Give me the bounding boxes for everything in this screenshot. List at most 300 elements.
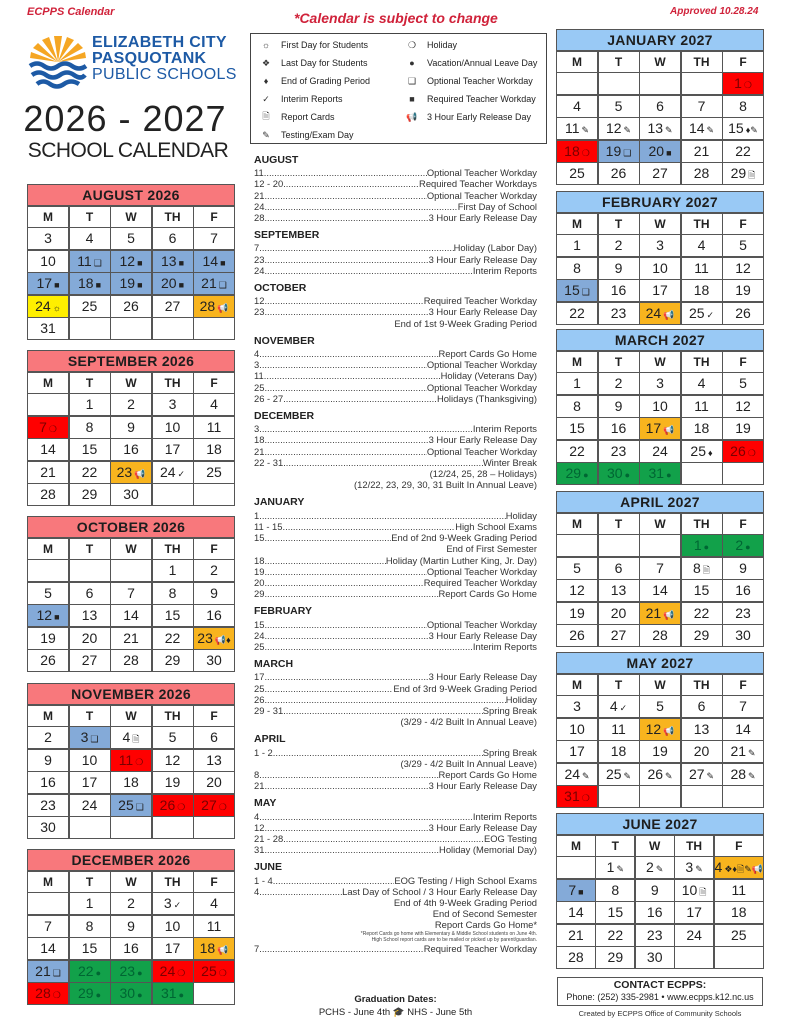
legend-item	[401, 74, 533, 88]
dot-leader	[264, 566, 426, 577]
day-number: 17	[164, 940, 181, 956]
day-cell	[28, 628, 68, 649]
empty-cell	[153, 484, 193, 505]
weekday-header: M	[557, 675, 597, 695]
day-cell	[599, 625, 639, 646]
sun-icon: ☼	[261, 40, 271, 50]
event-row	[254, 242, 537, 253]
day-cell	[682, 625, 722, 646]
event-row	[254, 833, 537, 844]
day-number: 4	[714, 859, 723, 875]
event-label: Report Cards Go Home	[438, 588, 537, 600]
dot-leader	[264, 254, 428, 265]
month-header: SEPTEMBER 2026	[28, 351, 234, 371]
event-note: End of Second Semester	[432, 908, 537, 920]
day-cell	[723, 603, 763, 624]
event-label: 3 Hour Early Release Day	[428, 629, 537, 641]
event-icon: 📢	[134, 468, 146, 479]
day-cell	[70, 893, 110, 914]
day-number: 18	[206, 441, 222, 457]
day-cell	[111, 916, 151, 937]
event-icon: ✓	[177, 468, 186, 479]
day-number: 10	[569, 720, 585, 737]
event-label: Winter Break	[482, 456, 537, 468]
day-number: 8	[85, 917, 94, 934]
event-label: Optional Teacher Workday	[426, 618, 537, 630]
dot-leader	[264, 370, 441, 381]
day-number: 11	[564, 120, 580, 136]
event-icon: ✎	[748, 770, 756, 781]
event-icon: 📢	[663, 725, 675, 736]
day-cell	[599, 118, 639, 139]
event-date: 12 - 20	[254, 178, 284, 190]
event-date: 25	[254, 640, 265, 652]
ecpps-calendar-label: ECPPS Calendar	[27, 6, 115, 18]
event-label: Holiday (Memorial Day)	[439, 844, 537, 856]
day-number: 17	[81, 774, 98, 790]
events-month-heading: NOVEMBER	[254, 334, 315, 347]
legend-item	[401, 92, 536, 106]
dot-leader	[259, 943, 424, 954]
day-number: 20	[693, 743, 710, 759]
event-icon: ■	[54, 280, 60, 290]
event-date: 26 - 27	[254, 392, 284, 404]
day-number: 11	[694, 259, 709, 276]
day-cell	[682, 141, 722, 162]
empty-cell	[28, 394, 68, 415]
day-number: 23	[40, 796, 56, 813]
dot-leader	[264, 265, 472, 276]
day-cell	[599, 441, 639, 462]
day-cell	[28, 916, 68, 937]
empty-cell	[70, 560, 110, 581]
dot-leader	[264, 844, 439, 855]
filled-square-icon: ■	[409, 94, 415, 104]
day-cell	[70, 916, 110, 937]
month-header: MARCH 2027	[557, 330, 763, 350]
day-cell	[682, 764, 722, 785]
day-cell	[194, 273, 234, 294]
event-date: 19	[254, 565, 265, 577]
day-number: 20	[610, 604, 627, 621]
event-label: High School Exams	[455, 520, 537, 532]
dot-leader	[259, 348, 438, 359]
day-number: 13	[693, 720, 710, 737]
day-number: 4	[573, 97, 581, 114]
event-date: 23	[254, 253, 265, 265]
document-icon: 🗎	[262, 111, 270, 121]
event-date: 11	[254, 370, 264, 382]
event-icon: ■	[578, 886, 584, 897]
event-label: Interim Reports	[472, 810, 537, 822]
day-number: 26	[569, 627, 585, 643]
day-number: 12	[645, 720, 662, 737]
event-icon: 🗎	[748, 170, 756, 180]
day-cell	[28, 462, 68, 483]
day-cell	[599, 303, 639, 324]
day-cell	[194, 795, 234, 816]
event-row	[254, 641, 537, 652]
event-row	[254, 811, 537, 822]
legend-item	[401, 38, 457, 52]
event-icon: ✎	[582, 770, 590, 781]
day-number: 12	[605, 120, 622, 136]
day-number: 10	[81, 751, 98, 768]
weekday-header: M	[28, 207, 68, 227]
day-number: 12	[569, 582, 585, 598]
event-icon: ■	[666, 147, 672, 158]
day-number: 19	[652, 743, 668, 759]
day-number: 6	[210, 729, 218, 745]
day-cell	[28, 273, 68, 294]
day-cell	[111, 772, 151, 793]
day-cell	[70, 228, 110, 249]
day-number: 1	[606, 859, 615, 875]
day-cell	[557, 258, 597, 279]
day-cell	[723, 235, 763, 256]
event-date: 23	[254, 306, 265, 318]
day-cell	[194, 560, 234, 581]
event-icon: 📢	[663, 309, 675, 320]
day-number: 28	[568, 949, 584, 965]
weekday-header: T	[599, 352, 639, 372]
day-cell	[636, 925, 674, 946]
day-number: 13	[81, 607, 98, 623]
day-number: 28	[199, 297, 216, 314]
day-number: 9	[210, 584, 218, 601]
day-cell	[640, 764, 680, 785]
event-icon: ✓	[706, 309, 715, 320]
day-number: 1	[573, 375, 581, 391]
dot-leader	[264, 167, 427, 178]
event-date: 4	[254, 348, 260, 360]
day-cell	[599, 463, 639, 484]
day-number: 19	[735, 420, 751, 436]
dot-leader	[283, 393, 437, 404]
day-number: 13	[206, 751, 222, 768]
day-cell	[723, 764, 763, 785]
day-number: 4	[85, 230, 94, 246]
day-cell	[557, 741, 597, 762]
event-icon: ■	[220, 257, 226, 268]
day-cell	[682, 580, 722, 601]
day-number: 7	[127, 584, 135, 601]
day-cell	[723, 418, 763, 439]
weekday-header: F	[194, 539, 234, 559]
day-cell	[111, 228, 151, 249]
weekday-header: W	[111, 373, 151, 393]
events-month-heading: JANUARY	[254, 496, 305, 509]
day-number: 9	[127, 418, 135, 435]
day-cell	[599, 558, 639, 579]
weekday-header: T	[599, 675, 639, 695]
event-icon: ❑	[623, 147, 632, 158]
weekday-header: T	[70, 207, 110, 227]
event-row	[254, 348, 537, 359]
day-cell	[640, 418, 680, 439]
day-cell	[70, 772, 110, 793]
month-header: JUNE 2027	[557, 814, 763, 834]
event-label: Spring Break	[482, 746, 537, 758]
event-note: (12/24, 25, 28 – Holidays)	[429, 468, 537, 480]
day-cell	[111, 983, 151, 1004]
day-cell	[599, 280, 639, 301]
event-label: Optional Teacher Workday	[426, 189, 537, 201]
event-label: Required Teacher Workday	[423, 942, 537, 954]
day-number: 9	[614, 259, 623, 276]
event-row	[254, 630, 537, 641]
day-cell	[557, 764, 597, 785]
legend-item	[255, 110, 335, 124]
event-icon: ●	[624, 470, 630, 480]
day-number: 20	[648, 142, 665, 159]
day-number: 12	[164, 751, 181, 768]
day-number: 27	[688, 765, 705, 782]
weekday-header: TH	[675, 836, 713, 856]
dot-leader	[264, 641, 472, 652]
legend-item	[255, 56, 368, 70]
event-icon: 🗎	[702, 564, 711, 575]
calendar-august-2026	[27, 184, 235, 340]
event-icon: 📢	[663, 425, 675, 435]
day-cell	[70, 727, 110, 748]
empty-cell	[111, 817, 151, 838]
day-number: 30	[606, 465, 623, 481]
dot-leader	[259, 359, 427, 370]
day-number: 4	[122, 729, 131, 745]
dot-leader	[259, 423, 473, 434]
legend-item	[255, 128, 354, 142]
event-icon: ❍	[135, 756, 144, 767]
event-note: End of First Semester	[446, 543, 537, 555]
day-number: 7	[656, 559, 664, 576]
weekday-header: F	[723, 514, 763, 534]
event-icon: ●	[137, 967, 143, 978]
day-cell	[723, 303, 763, 324]
day-cell	[557, 719, 597, 740]
dot-leader	[283, 833, 484, 844]
empty-cell	[70, 817, 110, 838]
day-cell	[153, 893, 193, 914]
day-cell	[640, 258, 680, 279]
created-by: Created by ECPPS Office of Community Schools	[578, 1009, 742, 1018]
event-icon: ✎	[748, 748, 756, 758]
day-number: 2	[127, 895, 135, 911]
day-cell	[675, 925, 713, 946]
day-cell	[723, 96, 763, 117]
day-cell	[636, 880, 674, 901]
day-cell	[28, 439, 68, 460]
day-cell	[715, 857, 763, 878]
day-cell	[640, 696, 680, 717]
day-cell	[153, 628, 193, 649]
empty-cell	[28, 893, 68, 914]
day-cell	[28, 750, 68, 771]
event-label: Optional Teacher Workday	[426, 359, 537, 371]
day-number: 26	[647, 765, 664, 782]
day-cell	[640, 463, 680, 484]
event-date: 3	[254, 423, 260, 435]
event-date: 29	[254, 588, 265, 600]
day-cell	[557, 902, 595, 923]
weekday-header: M	[28, 539, 68, 559]
day-number: 24	[35, 297, 51, 314]
day-cell	[111, 484, 151, 505]
day-number: 11	[206, 418, 222, 435]
day-cell	[640, 163, 680, 184]
empty-cell	[70, 318, 110, 339]
weekday-header: T	[599, 214, 639, 234]
event-row	[254, 167, 537, 178]
day-cell	[153, 296, 193, 317]
day-cell	[153, 560, 193, 581]
event-date: 8	[254, 768, 260, 780]
day-cell	[70, 605, 110, 626]
empty-cell	[557, 73, 597, 94]
weekday-header: M	[557, 514, 597, 534]
empty-cell	[723, 786, 763, 807]
event-row	[254, 555, 537, 566]
day-cell	[557, 947, 595, 968]
legend-label: Holiday	[427, 40, 458, 50]
day-cell	[557, 163, 597, 184]
dot-leader	[264, 619, 426, 630]
day-cell	[682, 418, 722, 439]
day-cell	[153, 605, 193, 626]
event-date: 21	[254, 780, 265, 792]
event-icon: ❍	[218, 967, 227, 978]
event-date: 7	[254, 242, 260, 254]
day-cell	[70, 961, 110, 982]
event-icon: ✓	[173, 900, 182, 910]
event-row	[254, 295, 537, 306]
event-date: 24	[254, 264, 265, 276]
events-list	[254, 155, 537, 954]
day-cell	[194, 583, 234, 604]
event-label: EOG Testing / High School Exams	[394, 874, 537, 886]
day-number: 2	[614, 375, 623, 391]
weekday-header: T	[596, 836, 634, 856]
events-month-heading: SEPTEMBER	[254, 229, 320, 242]
event-icon: ●	[666, 470, 672, 480]
event-date: 11	[254, 167, 264, 179]
day-number: 14	[40, 441, 56, 457]
weekday-header: TH	[153, 373, 193, 393]
day-number: 5	[656, 698, 664, 714]
event-date: 31	[254, 844, 265, 856]
day-cell	[70, 650, 110, 671]
day-number: 19	[40, 629, 56, 646]
event-row	[254, 212, 537, 223]
day-number: 11	[731, 881, 747, 898]
subject-to-change-note: *Calendar is subject to change	[294, 10, 498, 26]
event-row	[254, 201, 537, 212]
day-number: 24	[159, 962, 176, 979]
day-cell	[557, 625, 597, 646]
weekday-header: W	[640, 514, 680, 534]
dot-leader	[264, 306, 428, 317]
day-cell	[28, 228, 68, 249]
event-label: 3 Hour Early Release Day	[428, 434, 537, 446]
day-number: 13	[610, 582, 627, 598]
day-cell	[640, 603, 680, 624]
event-row	[254, 943, 537, 954]
day-cell	[682, 396, 722, 417]
event-date: 21 - 28	[254, 832, 284, 844]
day-cell	[557, 396, 597, 417]
calendar-december-2026	[27, 849, 235, 1005]
diamond-icon: ♦	[263, 76, 269, 86]
day-cell	[557, 880, 595, 901]
event-icon: 📢♦	[214, 634, 231, 645]
event-row	[254, 844, 537, 855]
month-header: JANUARY 2027	[557, 30, 763, 50]
day-cell	[153, 772, 193, 793]
event-date: 25	[254, 682, 265, 694]
event-icon: ❍	[177, 801, 186, 812]
day-cell	[715, 902, 763, 923]
day-number: 5	[614, 97, 623, 114]
day-cell	[111, 439, 151, 460]
day-number: 24	[652, 442, 668, 459]
day-cell	[557, 580, 597, 601]
contact-box	[557, 977, 763, 1006]
event-date: 4	[254, 810, 260, 822]
event-row	[254, 359, 537, 370]
day-cell	[153, 961, 193, 982]
day-cell	[557, 696, 597, 717]
event-date: 18	[254, 554, 265, 566]
day-cell	[153, 417, 193, 438]
empty-cell	[153, 817, 193, 838]
event-label: Required Teacher Workday	[423, 576, 537, 588]
day-cell	[723, 625, 763, 646]
day-number: 16	[123, 940, 139, 956]
day-number: 3	[656, 375, 664, 391]
event-icon: ❍	[48, 423, 57, 434]
day-number: 15	[164, 607, 181, 623]
empty-cell	[111, 318, 151, 339]
events-month-heading: MARCH	[254, 658, 294, 671]
day-number: 21	[123, 629, 139, 646]
weekday-header: T	[599, 514, 639, 534]
weekday-header: W	[640, 352, 680, 372]
events-month-heading: MAY	[254, 797, 277, 810]
day-number: 15	[81, 940, 98, 956]
weekday-header: M	[557, 836, 595, 856]
day-cell	[28, 650, 68, 671]
legend-item	[255, 74, 370, 88]
calendar-april-2027	[556, 491, 764, 647]
day-cell	[715, 925, 763, 946]
day-cell	[675, 857, 713, 878]
legend-label: End of Grading Period	[281, 76, 371, 86]
empty-cell	[194, 983, 234, 1004]
day-cell	[723, 118, 763, 139]
day-number: 7	[568, 881, 577, 898]
event-date: 21	[254, 445, 265, 457]
day-number: 22	[735, 142, 751, 159]
weekday-header: M	[557, 352, 597, 372]
day-number: 7	[39, 418, 47, 435]
day-number: 14	[568, 904, 584, 920]
day-number: 25	[118, 796, 134, 813]
contact-phone-website[interactable]: Phone: (252) 335-2981 • www.ecpps.k12.nc.us	[566, 992, 754, 1002]
dot-leader	[259, 242, 453, 253]
diamond-cross-icon: ❖	[261, 57, 271, 68]
day-number: 26	[610, 165, 627, 181]
day-number: 21	[201, 275, 217, 291]
